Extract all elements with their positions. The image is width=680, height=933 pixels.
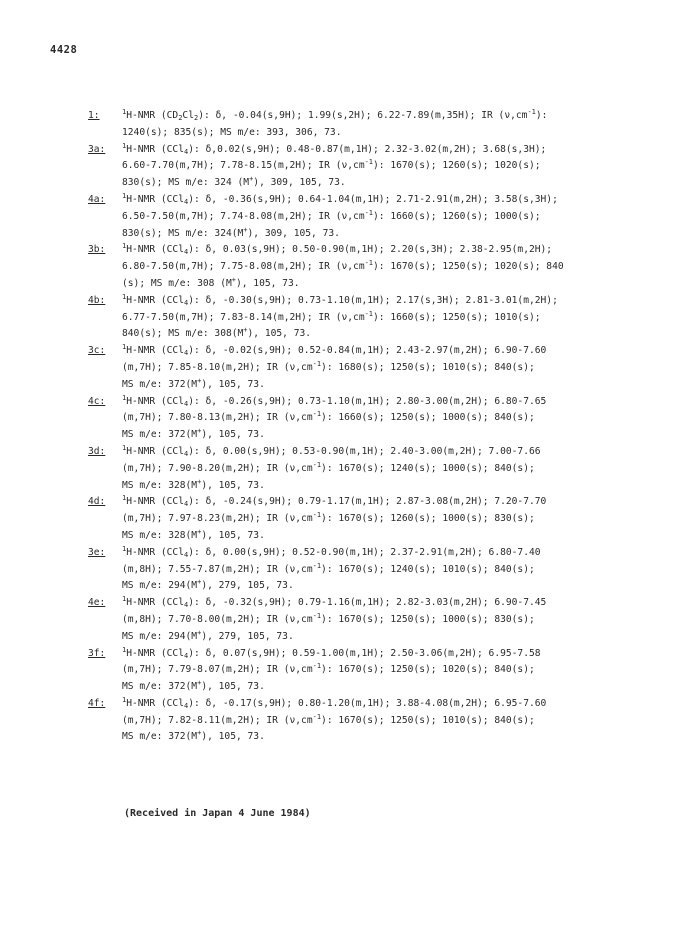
spectra-line: MS m/e: 372(M+), 105, 73. — [122, 376, 265, 390]
spectra-line: $^1$H-NMR (CCl$_4$): δ, 0.00(s,9H); 0.53-0.90(m,1H); 2.40-3.00(m,2H); 7.00-7.66 — [122, 443, 541, 458]
compound-spectra — [122, 595, 648, 645]
compound-entry — [88, 242, 648, 292]
compound-spectra — [122, 343, 648, 393]
compound-label: 3d: — [88, 445, 106, 457]
spectra-line: MS m/e: 372(M+), 105, 73. — [122, 729, 265, 743]
spectra-line: MS m/e: 294(M+), 279, 105, 73. — [122, 628, 294, 642]
received-date: (Received in Japan 4 June 1984) — [124, 808, 311, 819]
spectra-line: $^1$H-NMR (CCl$_4$): δ, -0.17(s,9H); 0.80-1.20(m,1H); 3.88-4.08(m,2H); 6.95-7.60 — [122, 695, 547, 710]
compound-label: 1: — [88, 110, 100, 121]
compound-entry — [88, 394, 648, 444]
compound-data-list — [88, 108, 648, 746]
compound-entry — [88, 293, 648, 343]
spectra-line: 840(s); MS m/e: 308(M+), 105, 73. — [122, 326, 312, 340]
page-number: 4428 — [50, 44, 78, 56]
spectra-line: (m,7H); 7.90-8.20(m,2H); IR $(\nu,cm^{-1})$: 1670(s); 1240(s); 1000(s); 840(s); — [122, 460, 535, 474]
spectra-line: 830(s); MS m/e: 324 (M+), 309, 105, 73. — [122, 175, 346, 189]
spectra-line: 6.60-7.70(m,7H); 7.78-8.15(m,2H); IR $(\nu,cm^{-1})$: 1670(s); 1260(s); 1020(s); — [122, 158, 541, 172]
spectra-line: $^1$H-NMR (CCl$_4$): δ, 0.07(s,9H); 0.59-1.00(m,1H); 2.50-3.06(m,2H); 6.95-7.58 — [122, 645, 541, 660]
spectra-line: $^1$H-NMR (CCl$_4$): δ, 0.03(s,9H); 0.50-0.90(m,1H); 2.20(s,3H); 2.38-2.95(m,2H); — [122, 242, 553, 257]
spectra-line: MS m/e: 328(M+), 105, 73. — [122, 477, 265, 491]
compound-label: 4c: — [88, 395, 106, 407]
spectra-line: MS m/e: 294(M+), 279, 105, 73. — [122, 578, 294, 592]
compound-spectra — [122, 646, 648, 696]
compound-label: 3a: — [88, 143, 106, 155]
spectra-line: $^1$H-NMR (CCl$_4$): δ, -0.26(s,9H); 0.73-1.10(m,1H); 2.80-3.00(m,2H); 6.80-7.65 — [122, 393, 547, 408]
spectra-line: MS m/e: 372(M+), 105, 73. — [122, 679, 265, 693]
spectra-line: $^1$H-NMR (CCl$_4$): δ, 0.00(s,9H); 0.52-0.90(m,1H); 2.37-2.91(m,2H); 6.80-7.40 — [122, 544, 541, 559]
spectra-line: 6.80-7.50(m,7H); 7.75-8.08(m,2H); IR $(\nu,cm^{-1})$: 1670(s); 1250(s); 1020(s); 840 — [122, 259, 564, 273]
compound-spectra — [122, 494, 648, 544]
compound-spectra — [122, 142, 648, 192]
compound-entry — [88, 646, 648, 696]
compound-label: 3f: — [88, 647, 106, 659]
spectra-line: (s); MS m/e: 308 (M+), 105, 73. — [122, 275, 300, 289]
compound-spectra — [122, 108, 648, 142]
spectra-line: $^1$H-NMR (CCl$_4$): δ, -0.32(s,9H); 0.79-1.16(m,1H); 2.82-3.03(m,2H); 6.90-7.45 — [122, 595, 547, 610]
spectra-line: $^1$H-NMR (CCl$_4$): δ, -0.02(s,9H); 0.52-0.84(m,1H); 2.43-2.97(m,2H); 6.90-7.60 — [122, 343, 547, 358]
compound-label: 3c: — [88, 345, 106, 357]
compound-entry — [88, 444, 648, 494]
compound-spectra — [122, 444, 648, 494]
compound-spectra — [122, 696, 648, 746]
spectra-line: 6.77-7.50(m,7H); 7.83-8.14(m,2H); IR $(\nu,cm^{-1})$: 1660(s); 1250(s); 1010(s); — [122, 309, 541, 323]
spectra-line: (m,7H); 7.82-8.11(m,2H); IR $(\nu,cm^{-1})$: 1670(s); 1250(s); 1010(s); 840(s); — [122, 712, 535, 726]
compound-entry — [88, 108, 648, 142]
spectra-line: $^1$H-NMR $(CD_2Cl_2)$: δ, -0.04(s,9H); 1.99(s,2H); 6.22-7.89(m,35H); IR $(\nu,cm^{-1})$: — [122, 108, 548, 122]
compound-entry — [88, 545, 648, 595]
compound-spectra — [122, 192, 648, 242]
spectra-line: 1240(s); 835(s); MS m/e: 393, 306, 73. — [122, 126, 342, 138]
spectra-line: MS m/e: 328(M+), 105, 73. — [122, 527, 265, 541]
compound-spectra — [122, 545, 648, 595]
spectra-line: (m,8H); 7.70-8.00(m,2H); IR $(\nu,cm^{-1})$: 1670(s); 1250(s); 1000(s); 830(s); — [122, 611, 535, 625]
compound-entry — [88, 192, 648, 242]
compound-label: 4d: — [88, 496, 106, 508]
compound-label: 4e: — [88, 597, 106, 609]
compound-spectra — [122, 242, 648, 292]
spectra-line: (m,7H); 7.85-8.10(m,2H); IR $(\nu,cm^{-1})$: 1680(s); 1250(s); 1010(s); 840(s); — [122, 359, 535, 373]
compound-label: 3b: — [88, 244, 106, 256]
compound-entry — [88, 595, 648, 645]
spectra-line: (m,7H); 7.79-8.07(m,2H); IR $(\nu,cm^{-1})$: 1670(s); 1250(s); 1020(s); 840(s); — [122, 662, 535, 676]
compound-entry — [88, 142, 648, 192]
compound-label: 4f: — [88, 697, 106, 709]
spectra-line: 6.50-7.50(m,7H); 7.74-8.08(m,2H); IR $(\nu,cm^{-1})$: 1660(s); 1260(s); 1000(s); — [122, 208, 541, 222]
spectra-line: (m,8H); 7.55-7.87(m,2H); IR $(\nu,cm^{-1})$: 1670(s); 1240(s); 1010(s); 840(s); — [122, 561, 535, 575]
compound-spectra — [122, 293, 648, 343]
compound-entry — [88, 343, 648, 393]
spectra-line: $^1$H-NMR (CCl$_4$): δ, -0.30(s,9H); 0.73-1.10(m,1H); 2.17(s,3H); 2.81-3.01(m,2H); — [122, 292, 558, 307]
spectra-line: $^1$H-NMR (CCl$_4$): δ, -0.36(s,9H); 0.64-1.04(m,1H); 2.71-2.91(m,2H); 3.58(s,3H); — [122, 191, 558, 206]
compound-label: 3e: — [88, 546, 106, 558]
compound-spectra — [122, 394, 648, 444]
spectra-line: $^1$H-NMR (CCl$_4$): δ, -0.24(s,9H); 0.79-1.17(m,1H); 2.87-3.08(m,2H); 7.20-7.70 — [122, 494, 547, 509]
spectra-line: (m,7H); 7.97-8.23(m,2H); IR $(\nu,cm^{-1})$: 1670(s); 1260(s); 1000(s); 830(s); — [122, 511, 535, 525]
spectra-line: $^1$H-NMR (CCl$_4$): δ,0.02(s,9H); 0.48-0.87(m,1H); 2.32-3.02(m,2H); 3.68(s,3H); — [122, 141, 547, 156]
spectra-line: MS m/e: 372(M+), 105, 73. — [122, 427, 265, 441]
compound-label: 4b: — [88, 294, 106, 306]
compound-entry — [88, 494, 648, 544]
spectra-line: 830(s); MS m/e: 324(M+), 309, 105, 73. — [122, 225, 340, 239]
compound-label: 4a: — [88, 193, 106, 205]
compound-entry — [88, 696, 648, 746]
spectra-line: (m,7H); 7.80-8.13(m,2H); IR $(\nu,cm^{-1})$: 1660(s); 1250(s); 1000(s); 840(s); — [122, 410, 535, 424]
